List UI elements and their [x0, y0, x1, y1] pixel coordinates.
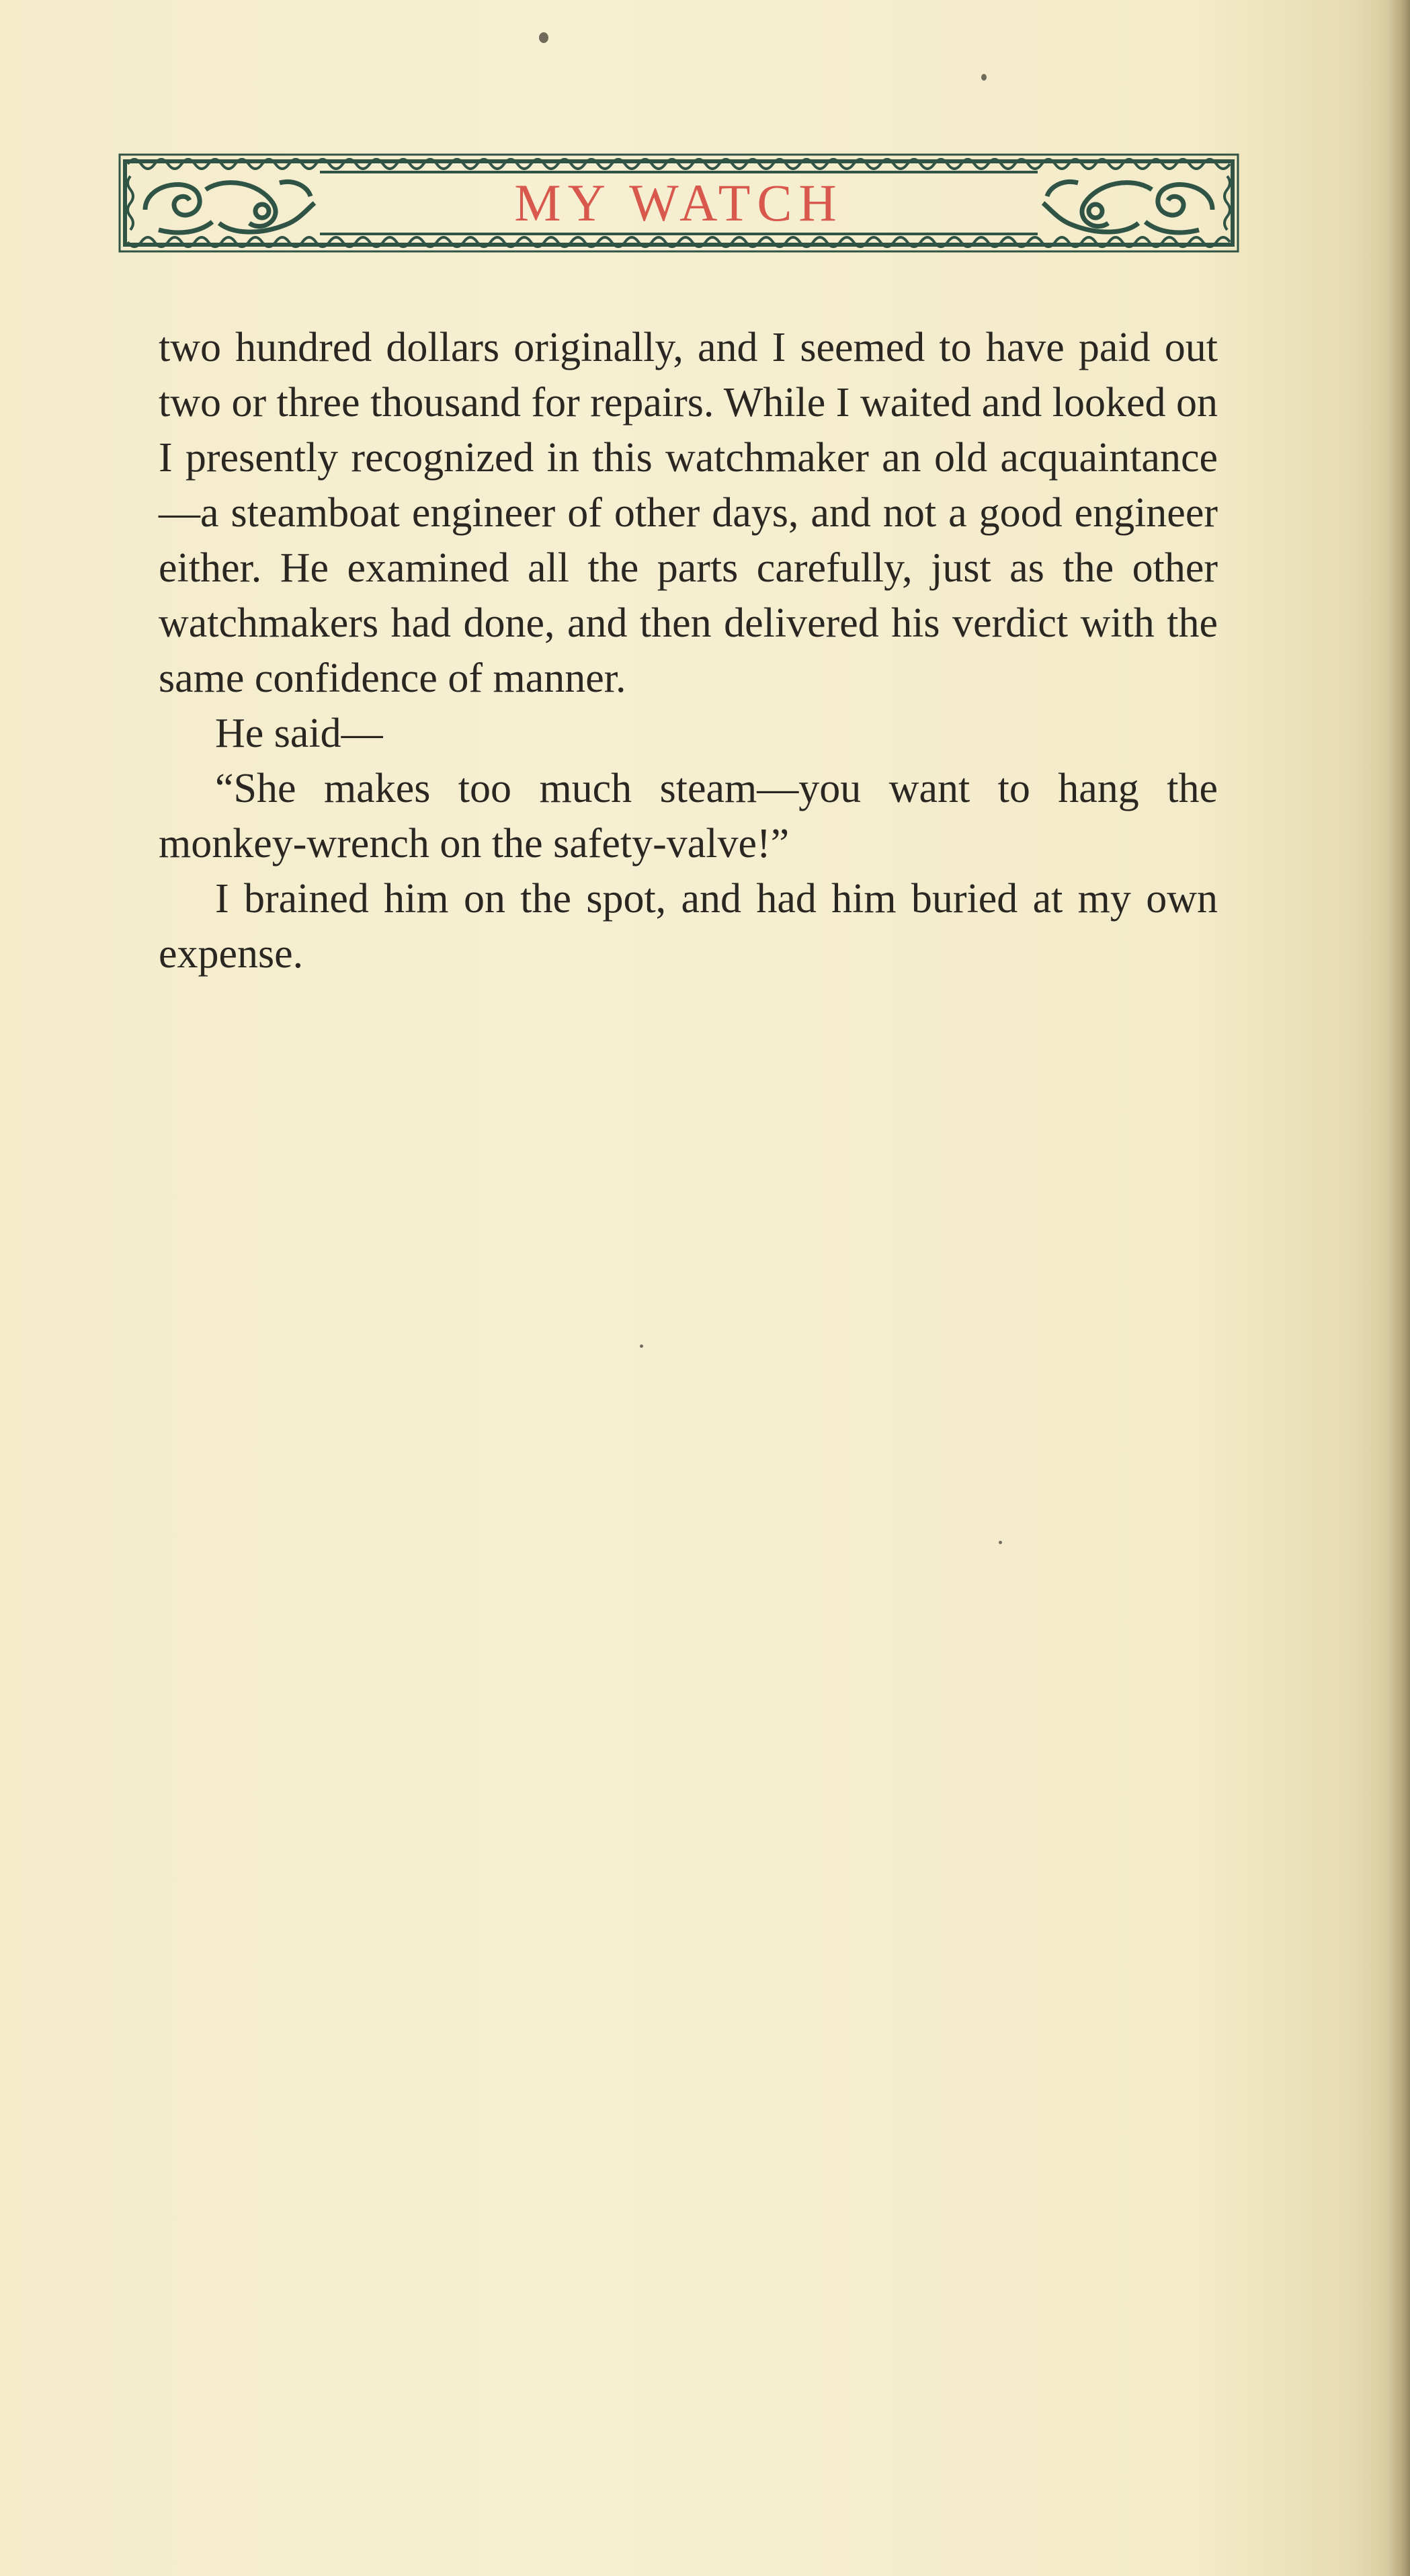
chapter-title: MY WATCH — [514, 173, 843, 232]
paper-speck — [999, 1541, 1002, 1544]
paragraph-he-said: He said— — [215, 711, 383, 756]
paragraph-continued: two hundred dollars originally, and I seemed to have paid out two or three thousand for repairs. While I waited and looked on I presently recognized in this watchmaker an old acquaintance—a steamboat engineer of other days, and not a good engineer either. He examined all the parts carefully, just as the other watchmakers had done, and then delivered his verdict with the same confidence of manner. — [159, 325, 1218, 701]
paper-speck — [539, 32, 548, 43]
paper-speck — [981, 74, 987, 81]
paper-speck — [640, 1344, 643, 1348]
paragraph-ending: I brained him on the spot, and had him buried at my own expense. — [159, 876, 1218, 977]
page-edge-shadow — [1387, 0, 1410, 2576]
paragraph-quote: “She makes too much steam—you want to hang the monkey-wrench on the safety-valve!” — [159, 766, 1218, 867]
body-text — [159, 320, 1218, 981]
running-header — [118, 149, 1239, 257]
